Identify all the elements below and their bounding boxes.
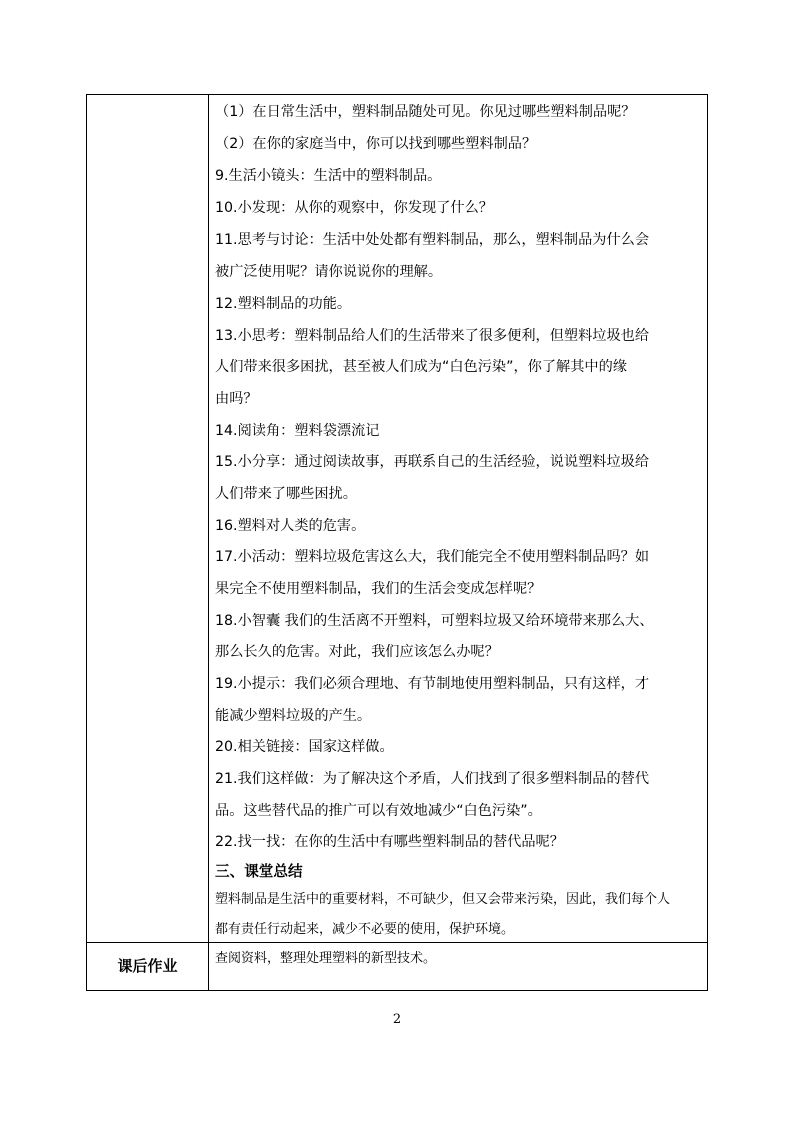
- lesson-line: 人们带来很多困扰，甚至被人们成为“白色污染”，你了解其中的缘: [215, 359, 627, 375]
- lesson-line: 17.小活动：塑料垃圾危害这么大，我们能完全不使用塑料制品吗？如: [215, 549, 650, 565]
- summary-heading: 三、课堂总结: [215, 863, 303, 880]
- lesson-table: [86, 94, 708, 991]
- homework-label: 课后作业: [117, 957, 178, 975]
- homework-row: [87, 943, 707, 990]
- column-divider: [208, 943, 209, 990]
- lesson-line: （1）在日常生活中，塑料制品随处可见。你见过哪些塑料制品呢？: [215, 104, 636, 120]
- lesson-line: （2）在你的家庭当中，你可以找到哪些塑料制品？: [215, 136, 537, 152]
- lesson-line: 19.小提示：我们必须合理地、有节制地使用塑料制品，只有这样，才: [215, 676, 650, 692]
- lesson-line: 能减少塑料垃圾的产生。: [215, 708, 372, 724]
- lesson-line: 10.小发现：从你的观察中，你发现了什么？: [215, 200, 493, 216]
- column-divider: [208, 95, 209, 942]
- lesson-line: 人们带来了哪些困扰。: [215, 486, 357, 502]
- lesson-line: 18.小智囊 我们的生活离不开塑料，可塑料垃圾又给环境带来那么大、: [215, 613, 654, 629]
- summary-line: 塑料制品是生活中的重要材料，不可缺少，但又会带来污染，因此，我们每个人: [215, 892, 671, 907]
- summary-line: 都有责任行动起来，减少不必要的使用，保护环境。: [215, 922, 515, 937]
- lesson-line: 14.阅读角：塑料袋漂流记: [215, 423, 380, 439]
- lesson-line: 果完全不使用塑料制品，我们的生活会变成怎样呢？: [215, 581, 542, 597]
- lesson-line: 被广泛使用呢？请你说说你的理解。: [215, 264, 443, 280]
- lesson-line: 11.思考与讨论：生活中处处都有塑料制品，那么，塑料制品为什么会: [215, 232, 650, 248]
- lesson-line: 15.小分享：通过阅读故事，再联系自己的生活经验，说说塑料垃圾给: [215, 454, 650, 470]
- homework-text: 查阅资料，整理处理塑料的新型技术。: [215, 951, 437, 966]
- lesson-line: 22.找一找：在你的生活中有哪些塑料制品的替代品呢？: [215, 834, 564, 850]
- lesson-line: 那么长久的危害。对此，我们应该怎么办呢？: [215, 644, 499, 660]
- lesson-line: 12.塑料制品的功能。: [215, 296, 352, 312]
- lesson-line: 20.相关链接：国家这样做。: [215, 739, 394, 755]
- lesson-line: 16.塑料对人类的危害。: [215, 518, 366, 534]
- lesson-line: 由吗？: [215, 391, 258, 407]
- lesson-content-row: [87, 95, 707, 943]
- lesson-line: 9.生活小镜头：生活中的塑料制品。: [215, 168, 442, 184]
- lesson-line: 21.我们这样做：为了解决这个矛盾，人们找到了很多塑料制品的替代: [215, 771, 650, 787]
- page-number: 2: [392, 1012, 402, 1027]
- lesson-line: 品。这些替代品的推广可以有效地减少“白色污染”。: [215, 803, 542, 819]
- lesson-line: 13.小思考：塑料制品给人们的生活带来了很多便利，但塑料垃圾也给: [215, 328, 650, 344]
